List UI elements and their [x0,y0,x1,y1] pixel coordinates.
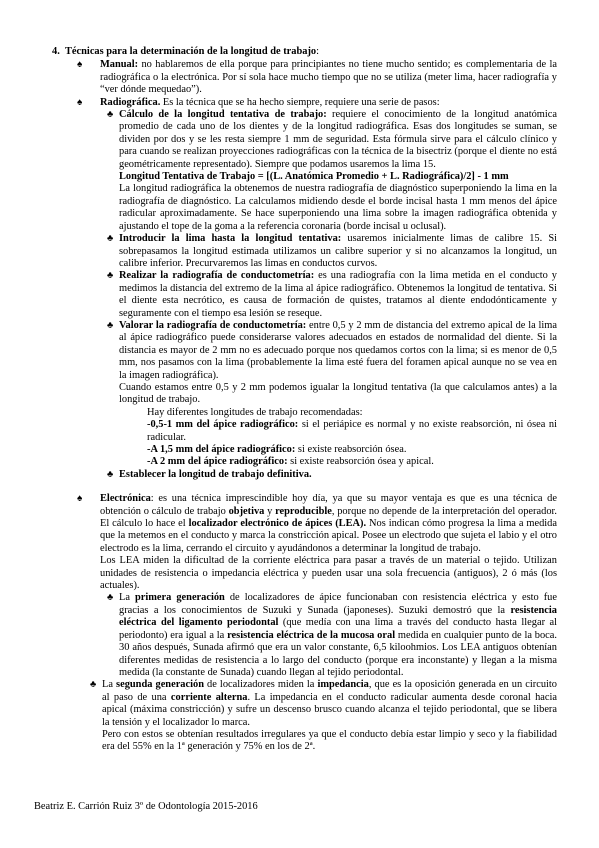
calc-label: Cálculo de la longitud tentativa de trabajo: [119,109,327,121]
club-bullet-icon: ♣ [107,234,114,245]
lengths-intro: Hay diferentes longitudes de trabajo recomendadas: [147,406,363,418]
club-bullet-icon: ♣ [107,271,114,282]
realizar-paragraph: ♣ Realizar la radiografía de conductometría: es una radiografía con la lima metida en el conducto y medimos la distancia del extremo de la lima al ápice radiográfico. Obtenemos la longitud de tentativa. Si el diente esta necrótico, es causa de formación de quistes, tratamos al diente endodónticamente y seguramente con el tiempo esa lesión se reseque. [107,270,558,319]
electronic-label: Electrónica [100,493,151,505]
electronic-paragraph: ♠ Electrónica: es una técnica imprescindible hoy día, ya que su mayor ventaja es que es una técnica de obtención o cálculo de trabajo objetiva y reproducible, porque no depende de la interpretación del operador. El cálculo lo hace el localizador electrónico de ápices (LEA). Nos indican cómo progresa la lima a medida que la metemos en el conducto y marca la constricción apical. Posee un electrodo que sujeta el labio y el otro electrodo es la lima, cerrando el circuito y ayudándonos a determinar la longitud de trabajo. [77,493,557,554]
club-bullet-icon: ♣ [107,469,114,480]
segunda-paragraph: ♣ La segunda generación de localizadores miden la impedancia, que es la oposición generada en un circuito al paso de una corriente alterna. La impedancia en el conducto radicular aumenta desde coronal hacia apical (máxima constricción) y sufre un descenso brusco cuando alcanza el tejido periodontal, que se libera la tensión y el localizador lo marca. [90,679,558,728]
radiographic-paragraph: ♠ Radiográfica. Es la técnica que se ha hecho siempre, requiere una serie de pasos: [77,96,440,108]
section-number: 4. [52,46,60,57]
page-footer: Beatriz E. Carrión Ruiz 3º de Odontología 2015-2016 [34,801,258,812]
document-body [52,46,557,754]
section-title: Técnicas para la determinación de la longitud de trabajo [65,46,317,57]
segunda-paragraph-2: Pero con estos se obtenían resultados irregulares ya que el conducto debía estar limpio y seco y la fiabilidad era del 55% en la 1ª generación y 75% en los de 2ª. [102,728,557,753]
section-heading: 4. Técnicas para la determinación de la longitud de trabajo: [52,46,319,57]
length-item: -0,5-1 mm del ápice radiográfico: si el periápice es normal y no existe reabsorción, ni ósea ni radicular. [147,419,558,443]
length-item: -A 1,5 mm del ápice radiográfico: si existe reabsorción ósea. [147,444,407,455]
realizar-label: Realizar la radiografía de conductometría: [119,270,315,282]
valorar-paragraph-2: Cuando estamos entre 0,5 y 2 mm podemos igualar la longitud tentativa (la que calculamos antes) a la longitud de trabajo. [119,381,557,406]
club-bullet-icon: ♣ [107,593,114,604]
club-bullet-icon: ♣ [90,680,97,691]
club-bullet-icon: ♣ [107,110,114,121]
intro-label: Introducir la lima hasta la longitud tentativa: [119,233,342,245]
establecer-paragraph [107,468,557,481]
primera-paragraph: ♣ La primera generación de localizadores de ápice funcionaban con resistencia eléctrica y esto fue gracias a los conocimientos de Suzuki y Sunada (japoneses). Suzuki demostró que la resistencia eléctrica del ligamento periodontal (que medía con una lima a través del conducto hasta llegar al periodonto) era igual a la resistencia eléctrica de la mucosa oral medida en cualquier punto de la boca. 30 años después, Sunada afirmó que era un valor constante, 6,5 kiloohmios. Los LEA antiguos obtenían diferentes medidas de resistencia a lo largo del conducto (porque era inconstante) y llegan a la misma medida (la constante de Sunada) cuando llegan al tejido periodontal. [107,592,557,678]
bell-bullet-icon: ♠ [77,59,83,71]
club-bullet-icon: ♣ [107,320,114,331]
manual-label: Manual: [100,59,139,71]
formula: Longitud Tentativa de Trabajo = [(L. Anatómica Promedio + L. Radiográfica)/2] - 1 mm [119,171,509,183]
radiographic-label: Radiográfica. [100,96,161,108]
calc-paragraph: ♣ Cálculo de la longitud tentativa de trabajo: requiere el conocimiento de la longitud anatómica promedio de cada uno de los dientes y de la longitud radiográfica. Esas dos longitudes se suman, se dividen por dos y se les resta siempre 1 mm de seguridad. Esta fórmula sirve para el cálculo clínico y para cuando se realizan proyecciones radiográficas con la técnica de la bisectriz (porque el diente no está geométricamente representado). Siempre que podamos usaremos la lima 15. [107,109,557,170]
length-item: -A 2 mm del ápice radiográfico: si existe reabsorción ósea y apical. [147,456,434,468]
bell-bullet-icon: ♠ [77,493,83,505]
establecer-label: Establecer la longitud de trabajo definitiva. [119,468,312,480]
valorar-paragraph: ♣ Valorar la radiografía de conductometría: entre 0,5 y 2 mm de distancia del extremo apical de la lima al ápice radiográfico puede considerarse valores adecuados en estados de normalidad del diente. Si la distancia es mayor de 2 mm no es adecuado porque nos quedamos cortos con la lima; si es menor de 0,5 mm, nos pasamos con la lima (probablemente la lima esté fuera del foramen apical aunque no se vea en la imagen radiográfica). [107,319,557,381]
bell-bullet-icon: ♠ [77,96,83,108]
lea-paragraph: Los LEA miden la dificultad de la corriente eléctrica para pasar a través de un material o tejido. Utilizan unidades de resistencia o impedancia eléctrica y pueden usar una sola frecuencia (antiguos), 2 ó más (los actuales). [100,555,557,592]
intro-paragraph: ♣ Introducir la lima hasta la longitud tentativa: usaremos inicialmente limas de calibre 15. Si sobrepasamos la longitud estimada utilizamos un calibre superior y si no alcanzamos la longitud, un calibre inferior. Precurvaremos las limas en conductos curvos. [107,233,557,269]
spacer [52,481,557,493]
calc-paragraph-2: La longitud radiográfica la obtenemos de nuestra radiografía de diagnóstico superponiendo la lima en la radiografía de diagnóstico. La calculamos midiendo desde el borde incisal hasta 1 mm menos del ápice radicular aproximadamente. Se hace superponiendo una lima sobre la imagen radiográfica obtenida y ajustando el tope de la goma a la referencia coronaria (borde incisal u oclusal). [119,183,557,232]
valorar-label: Valorar la radiografía de conductometría: [119,319,307,331]
manual-paragraph: ♠ Manual: no hablaremos de ella porque para principiantes no tiene mucho sentido; es complementaria de la radiográfica o la electrónica. Por sí sola hace mucho tiempo que no se utiliza (meter lima, hacer radiografía y “ver dónde mequedao”). [77,59,557,96]
